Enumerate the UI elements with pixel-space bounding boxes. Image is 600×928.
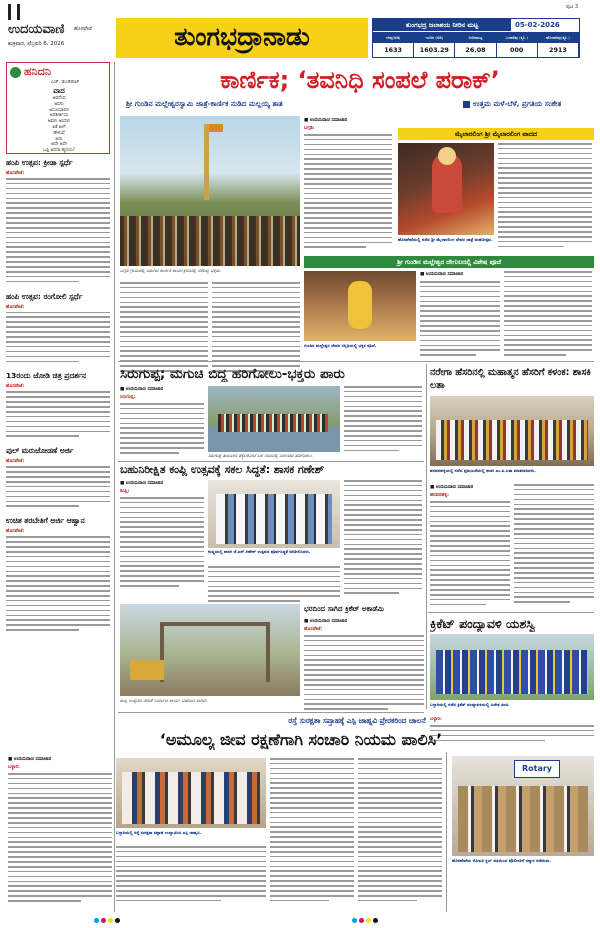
- traffic-place: ಬಳ್ಳಾರಿ:: [8, 765, 20, 770]
- poem-line: ಅವಳು ಅಂದಳು: [47, 119, 71, 125]
- hanidani-author: ಎಚ್. ಡುಂಡಿರಾಜ್: [51, 80, 80, 85]
- narega-body: [430, 484, 510, 610]
- registration-mark-magenta: [101, 918, 106, 923]
- brief-text: [6, 178, 110, 286]
- traffic-body-1: [8, 756, 112, 908]
- brief-heading: ಹಂಪಿ ಉತ್ಸವ: ರಂಗೋಲಿ ಸ್ಪರ್ಧೆ: [6, 291, 83, 301]
- brief-text: [6, 536, 110, 634]
- kampli-body-2: [344, 480, 422, 598]
- crowd: [120, 216, 300, 266]
- dam-cell-header: ಒಳಹರಿವು (ಕ್ಯೂ.): [497, 32, 537, 43]
- lead-lower-body-2: [212, 282, 300, 378]
- registration-mark-magenta-2: [359, 918, 364, 923]
- lead-lower-photo: [304, 271, 416, 341]
- page-number: ಪುಟ 3: [566, 4, 579, 10]
- traffic-headline: ‘ಅಮೂಲ್ಯ ಜೀವ ರಕ್ಷಣೆಗಾಗಿ ಸಂಚಾರಿ ನಿಯಮ ಪಾಲಿಸಿ’: [159, 730, 443, 749]
- kicker-square-icon: [463, 101, 470, 108]
- poem-line: ಅದೇ ಅದೇ: [51, 142, 67, 148]
- lead-bureau-place: ಬಗ್ಗಡಿ:: [304, 126, 315, 131]
- brief-heading: ಹಂಪಿ ಉತ್ಸವ: ಕ್ರೀಡಾ ಸ್ಪರ್ಧೆ: [6, 158, 73, 167]
- kampli-bureau: ■ ಉದಯವಾಣಿ ಸಮಾಚಾರ: [120, 481, 164, 486]
- lead-body-text: [304, 134, 392, 252]
- registration-mark-cyan: [94, 918, 99, 923]
- narega-bureau: ■ ಉದಯವಾಣಿ ಸಮಾಚಾರ: [430, 485, 474, 490]
- narega-photo: [430, 396, 594, 466]
- brief-heading: ಪುಲ್ ಮರುಜೋಡಣೆ ಅರ್ಜಿ: [6, 446, 74, 456]
- poem-lines: [7, 96, 111, 154]
- brief-bureau: ಹೊಸಪೇಟೆ:: [6, 459, 25, 465]
- crowd-river: [218, 414, 328, 432]
- kampli-place: ಕಂಪ್ಲಿ:: [120, 489, 130, 494]
- lead-bureau: ■ ಉದಯವಾಣಿ ಸಮಾಚಾರ: [304, 118, 348, 123]
- poem-line: ಒಪ್ಪಿ ಆದನಾ ಹೃದಯ?: [42, 148, 76, 154]
- date-line: ಶುಕ್ರವಾರ, ಫೆಬ್ರವರಿ 6, 2026: [8, 41, 65, 47]
- lead-side-kicker: ಮೈಲಾರಲಿಂಗ ಶ್ರೀ ಮೈಲಾರಲಿಂಗ ಪಾದದ: [398, 128, 594, 140]
- dam-cell-header: ಇಂದಿನ (ಅಡಿ): [414, 32, 454, 43]
- siruguppa-body-2: [344, 386, 422, 456]
- registration-mark-black-2: [373, 918, 378, 923]
- dam-cell: [497, 32, 538, 58]
- edition-title: ತುಂಗಭದ್ರಾನಾಡು: [174, 22, 310, 51]
- dam-cell: [455, 32, 496, 58]
- hanidani-title: ಹನಿದನಿ: [24, 65, 51, 78]
- brief-story: [6, 446, 110, 510]
- lead-right-body: [498, 143, 592, 253]
- dam-cell-header: ನೀರಿನಮಟ್ಟ: [455, 32, 495, 43]
- dam-cell-header: ಹೊರಹರಿವು(ಕ್ಯೂ.): [538, 32, 578, 43]
- logo-mark-icon: [8, 4, 20, 20]
- dam-cell-value: 2913: [549, 46, 567, 54]
- dam-box-title: ತುಂಗಭದ್ರ ಜಲಾಶಯ ನೀರಿನ ಮಟ್ಟ: [373, 19, 511, 31]
- lead-sub-kicker: ಶ್ರೀ ಗುಂಡಿನ ಮಲ್ಲೇಶ್ವರ ದೇಗುಲದಲ್ಲಿ ವಿಶೇಷ ಪೂಜೆ: [304, 256, 594, 268]
- siruguppa-photo-caption: ಸಿರುಗುಪ್ಪ ತಾಲೂಕಿನ ತೆಕ್ಕಲಕೋಟೆ ಬಳಿ ನದಿಯಲ್ಲಿ ಮಗುಚಿದ ಹರಿಗೋಲು.: [208, 454, 313, 459]
- traffic-text-1: [8, 773, 112, 907]
- academy-headline: ಭರದಿಂದ ಸಾಗಿದ ಕ್ರಿಕೆಟ್ ಅಕಾಡೆಮಿ: [304, 604, 385, 613]
- column-rule-2: [426, 364, 427, 709]
- dam-cell-value: 000: [510, 46, 524, 54]
- narega-body-2: [514, 484, 594, 610]
- lead-photo-caption: ಬಗ್ಗಡಿ ಗ್ರಾಮದಲ್ಲಿ ಜರುಗಿದ ಕಾರ್ಣಿಕ ಕಾರ್ಯಕ್ರಮದಲ್ಲಿ ನೆರೆದಿದ್ದ ಭಕ್ತರು.: [120, 269, 222, 274]
- brief-bureau: ಹೊಸಪೇಟೆ:: [6, 529, 25, 535]
- officials-row: [122, 772, 260, 824]
- dam-cell-value: 26.08: [465, 46, 486, 54]
- logo-text: ಉದಯವಾಣಿ: [8, 22, 65, 37]
- poem-title: ವಾದ: [53, 87, 65, 95]
- kampli-photo-caption: ಕಂಪ್ಲಿಯಲ್ಲಿ ಶಾಸಕ ಜೆ.ಎನ್.ಗಣೇಶ್ ಉತ್ಸವದ ಪೂರ್ವಸಿದ್ಧತೆ ಪರಿಶೀಲಿಸಿದರು.: [208, 549, 311, 554]
- dam-level-box: [372, 18, 580, 58]
- registration-mark-yellow-2: [366, 918, 371, 923]
- brief-bureau: ಹೊಸಪೇಟೆ:: [6, 171, 25, 176]
- lead-lower-right: [420, 271, 500, 359]
- narega-text: [430, 501, 510, 611]
- hanidani-box: [6, 62, 110, 154]
- lead-far-right-body: [504, 271, 592, 359]
- brief-heading: ಉಚಿತ ತರಬೇತಿಗೆ ಅರ್ಜಿ ಆಹ್ವಾನ: [6, 516, 85, 526]
- kampli-body-3: [208, 566, 340, 608]
- brief-text: [6, 466, 110, 510]
- traffic-body-3: [270, 758, 354, 908]
- siruguppa-place: ಸಿರುಗುಪ್ಪ:: [120, 395, 136, 400]
- siruguppa-text: [120, 403, 204, 455]
- lead-photo: [120, 116, 300, 266]
- siruguppa-headline: ಸಿರುಗುಪ್ಪ; ಮಗುಚಿ ಬಿದ್ದ ಹರಿಗೋಲು-ಭಕ್ತರು ಪಾರು: [120, 366, 345, 382]
- section-rule-3: [428, 612, 594, 613]
- traffic-bureau: ■ ಉದಯವಾಣಿ ಸಮಾಚಾರ: [8, 757, 52, 762]
- cricket-place: ಬಳ್ಳಾರಿ:: [430, 717, 442, 722]
- rotary-label: Rotary: [521, 764, 553, 773]
- registration-mark-black: [115, 918, 120, 923]
- cricket-photo-caption: ಬಳ್ಳಾರಿಯಲ್ಲಿ ನಡೆದ ಕ್ರಿಕೆಟ್ ಪಂದ್ಯಾವಳಿಯಲ್ಲಿ ವಿಜೇತ ತಂಡ.: [430, 702, 510, 707]
- police-group: [458, 786, 588, 852]
- dam-cell: [414, 32, 455, 58]
- lead-lower-body-1: [120, 282, 208, 378]
- dam-cell: [373, 32, 414, 58]
- lead-headline: ಕಾರ್ಣಿಕ; ‘ತವನಿಧಿ ಸಂಪಲೆ ಪರಾಕ್’: [220, 66, 500, 94]
- lead-body: [304, 117, 392, 247]
- date-badge: 05-02-2026: [515, 21, 560, 29]
- truck: [130, 660, 164, 680]
- lead-kicker-left: ಶ್ರೀ ಗುಂಡಿನ ಮಲ್ಲೇಶ್ವರಸ್ವಾಮಿ ಜಾತ್ರೆ-ಕಾರ್ಣಿಕ ನುಡಿದ ಮಲ್ಲಯ್ಯ ತಾತ: [126, 99, 283, 108]
- brief-story: [6, 516, 110, 634]
- kampli-text: [120, 497, 204, 593]
- dam-cell: [538, 32, 579, 58]
- section-rule-4: [118, 712, 424, 713]
- traffic-body-4: [358, 758, 442, 908]
- temple-flag: [209, 124, 223, 132]
- priest-head: [438, 147, 456, 165]
- lead-lower-photo-caption: ಗುಂಡಿನ ಮಲ್ಲೇಶ್ವರ ದೇವರ ಸನ್ನಿಧಿಯಲ್ಲಿ ಭಕ್ತರ ಪೂಜೆ.: [304, 343, 377, 348]
- academy-place: ಹೊಸಪೇಟೆ:: [304, 627, 323, 632]
- dam-cell-value: 1633: [384, 46, 402, 54]
- rotary-banner: [514, 760, 560, 778]
- hanidani-logo-icon: [10, 67, 21, 78]
- brief-bureau: ಹೊಸಪೇಟೆ:: [6, 384, 25, 390]
- stage-frame: [160, 622, 270, 682]
- meeting-people: [216, 494, 332, 544]
- dam-level-grid: [373, 32, 579, 58]
- poem-line: ಅವನೆಂದ: [52, 96, 66, 101]
- academy-story: [304, 604, 424, 708]
- poem-line: ಅದು: [55, 136, 63, 142]
- brief-story: [6, 292, 110, 366]
- logo-block: [8, 4, 112, 54]
- kampli-headline: ಬಹುನಿರೀಕ್ಷಿತ ಕಂಪ್ಲಿ ಉತ್ಸವಕ್ಕೆ ಸಕಲ ಸಿದ್ಧತೆ: ಶಾಸಕ ಗಣೇಶ್: [120, 463, 325, 476]
- deity-idol: [348, 281, 372, 329]
- logo-sub: ಹೊಸಪೇಟೆ: [74, 26, 92, 32]
- lead-side-photo: [398, 143, 494, 235]
- brief-text: [6, 391, 110, 440]
- siruguppa-body: [120, 386, 204, 456]
- poem-line: ಹೇಳುವೆ: [53, 130, 65, 136]
- registration-mark-yellow: [108, 918, 113, 923]
- dam-cell-value: 1603.29: [419, 46, 449, 54]
- masthead: [0, 0, 600, 62]
- lead-side-photo-caption: ಹೊಸಪೇಟೆಯಲ್ಲಿ ನಡೆದ ಶ್ರೀ ಮೈಲಾರಲಿಂಗ ದೇವರ ಜಾತ್ರೆ ಮಹೋತ್ಸವ.: [398, 237, 493, 242]
- brief-story: [6, 371, 110, 440]
- section-rule-2: [118, 461, 424, 462]
- poem-line: ಏಕೆ ಹೀಗೆ: [52, 124, 66, 130]
- poem-line: ಅಪಕೀರ್ತಿಯ: [49, 113, 69, 119]
- cricket-team: [436, 650, 588, 694]
- brief-text: [6, 312, 110, 366]
- siruguppa-bureau: ■ ಉದಯವಾಣಿ ಸಮಾಚಾರ: [120, 387, 164, 392]
- traffic-photo: [116, 758, 266, 828]
- cricket-photo: [430, 634, 594, 700]
- kampli-lower-caption: ಕಂಪ್ಲಿ ಉತ್ಸವದ ವೇದಿಕೆ ನಿರ್ಮಾಣ ಕಾರ್ಯ ಭರದಿಂದ ಸಾಗಿದೆ.: [120, 699, 208, 704]
- narega-headline: ನರೇಗಾ ಹೆಸರಿನಲ್ಲಿ ಮಹಾತ್ಮನ ಹೆಸರಿಗೆ ಕಳಂಕ: ಶಾಸಕಿ ಲತಾ: [430, 367, 591, 391]
- traffic-kicker: ರಸ್ತೆ ಸುರಕ್ಷತಾ ಸಪ್ತಾಹಕ್ಕೆ ಎಸ್ಪಿ ಜಾಹ್ನವಿ ಪ್ರೇರಕರಿಂದ ಚಾಲನೆ: [288, 716, 426, 725]
- section-rule: [118, 361, 594, 362]
- narega-place: ಹರಪನಹಳ್ಳಿ:: [430, 493, 449, 498]
- kampli-lower-photo: [120, 604, 300, 696]
- registration-mark-cyan-2: [352, 918, 357, 923]
- kampli-body: [120, 480, 204, 592]
- protest-crowd: [436, 420, 588, 460]
- narega-photo-caption: ಹರಪನಹಳ್ಳಿಯಲ್ಲಿ ನಡೆದ ಪ್ರತಿಭಟನೆಯಲ್ಲಿ ಶಾಸಕಿ ಎಂ.ಪಿ.ಲತಾ ಮಾತನಾಡಿದರು.: [430, 468, 536, 473]
- dam-cell-header: ಗರಿಷ್ಠ(ಅಡಿ): [373, 32, 413, 43]
- lead-lower-bureau: ■ ಉದಯವಾಣಿ ಸಮಾಚಾರ: [420, 272, 464, 277]
- academy-text: [304, 635, 424, 713]
- academy-bureau: ■ ಉದಯವಾಣಿ ಸಮಾಚಾರ: [304, 619, 348, 624]
- edition-banner: [116, 18, 368, 58]
- brief-bureau: ಹೊಸಪೇಟೆ:: [6, 304, 25, 310]
- siruguppa-photo: [208, 386, 340, 452]
- traffic-body-2: [116, 846, 266, 908]
- lead-kicker-bar: [118, 99, 594, 112]
- brief-heading: 13ರಂದು ಜೋಡಿ ಚಿತ್ರ ಪ್ರದರ್ಶನ: [6, 371, 87, 381]
- poem-line: ಅವಳು: [54, 101, 64, 107]
- cricket-headline: ಕ್ರಿಕೆಟ್ ಪಂದ್ಯಾವಳಿ ಯಶಸ್ವಿ: [430, 616, 536, 631]
- traffic-photo-caption: ಬಳ್ಳಾರಿಯಲ್ಲಿ ರಸ್ತೆ ಸುರಕ್ಷತಾ ಸಪ್ತಾಹ ಉದ್ಘಾಟಿಸಿದ ಎಸ್ಪಿ ಜಾಹ್ನವಿ.: [116, 830, 202, 835]
- column-rule: [114, 62, 115, 912]
- lead-lower-right-text: [420, 281, 500, 359]
- temple-tower: [204, 124, 209, 200]
- rotary-photo: [452, 756, 594, 856]
- lead-kicker-right: ಉತ್ತಮ ಮಳೆ-ಬೆಳೆ, ಪ್ರಗತಿಯ ಸಂಕೇತ: [473, 99, 562, 108]
- column-rule-3: [446, 752, 447, 912]
- kampli-photo: [208, 480, 340, 548]
- poem-line: ಅಸೂಯಾಪರ: [49, 107, 69, 113]
- rotary-photo-caption: ಹೊಸಪೇಟೆಯ ರೋಟರಿ ಕ್ಲಬ್ ವತಿಯಿಂದ ಪೊಲೀಸರಿಗೆ ಸನ್ಮಾನ ನಡೆಯಿತು.: [452, 858, 551, 863]
- brief-story: [6, 158, 110, 286]
